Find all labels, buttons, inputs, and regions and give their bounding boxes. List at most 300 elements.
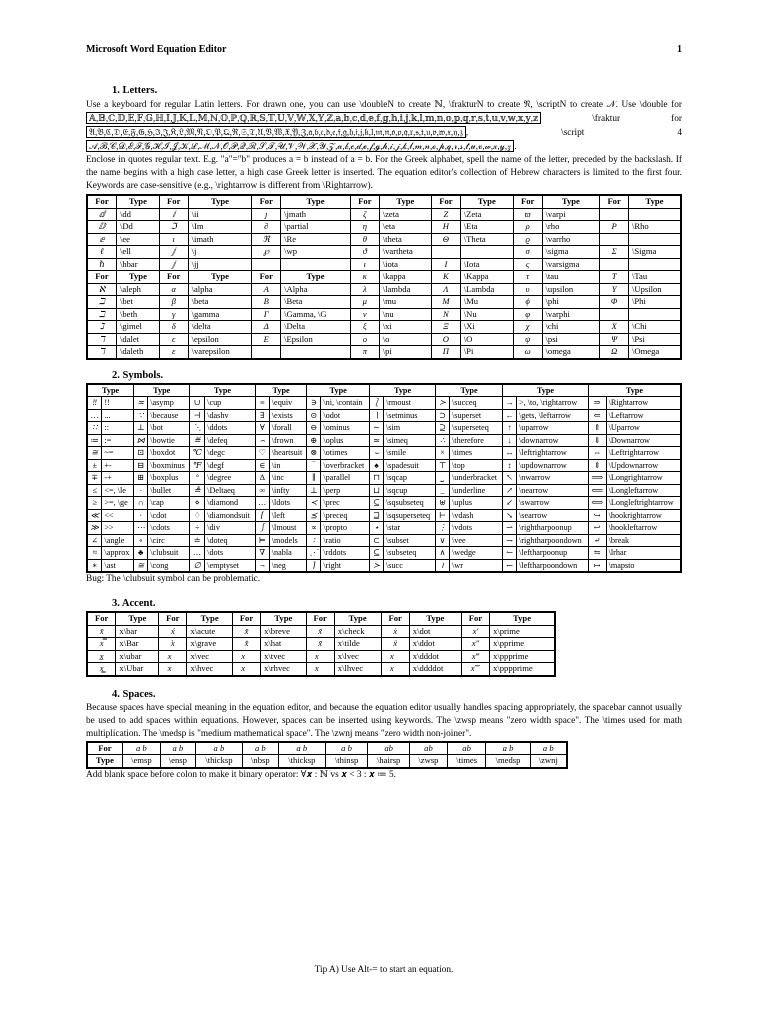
letters-keyword-cell: \O <box>460 333 513 346</box>
symbols-row <box>87 522 681 535</box>
symbols-keyword-cell: \spadesuit <box>384 459 436 472</box>
symbols-keyword-cell: ~= <box>102 447 134 460</box>
symbols-keyword-cell: \cdots <box>148 522 190 535</box>
accent-keyword-cell: x\check <box>334 625 381 638</box>
letters-symbol-cell <box>600 233 629 246</box>
letters-symbol-cell: ϖ <box>513 208 542 221</box>
symbols-symbol-cell: ⇒ <box>588 397 606 410</box>
symbols-symbol-cell: ⊂ <box>370 534 384 547</box>
symbols-keyword-cell: \sqcap <box>384 472 436 485</box>
symbols-header-cell: Type <box>134 384 190 397</box>
symbols-symbol-cell: → <box>503 397 517 410</box>
symbols-symbol-cell: ∃ <box>255 409 269 422</box>
letters-symbol-cell: X <box>600 321 629 334</box>
symbols-keyword-cell: :: <box>102 422 134 435</box>
symbols-keyword-cell: \setminus <box>384 409 436 422</box>
spaces-sample-cell: a b <box>195 742 242 755</box>
accent-symbol-cell: x′ <box>461 625 489 638</box>
symbols-keyword-cell: \otimes <box>321 447 370 460</box>
letters-row <box>87 308 681 321</box>
symbols-keyword-cell: \left <box>269 509 307 522</box>
letters-keyword-cell <box>629 233 682 246</box>
symbols-symbol-cell: ↼ <box>503 547 517 560</box>
letters-keyword-cell <box>281 346 351 359</box>
symbols-table-header <box>87 384 681 397</box>
letters-row <box>87 346 681 359</box>
symbols-keyword-cell: \boxplus <box>148 472 190 485</box>
symbols-symbol-cell: ≍ <box>134 397 148 410</box>
symbols-keyword-cell: \emptyset <box>205 559 256 572</box>
letters-symbol-cell: ⅉ <box>159 246 188 259</box>
letters-keyword-cell: \bet <box>116 296 159 309</box>
symbols-symbol-cell: ⊖ <box>307 422 321 435</box>
accent-symbol-cell: x⁗ <box>461 663 489 676</box>
letters-keyword-cell: \iota <box>379 258 431 271</box>
accent-symbol-cell: x⃐ <box>306 650 334 663</box>
symbols-keyword-cell: \vdash <box>450 509 503 522</box>
letters-keyword-cell: Type <box>188 271 252 284</box>
symbols-symbol-cell: ↑ <box>503 422 517 435</box>
accent-keyword-cell: x\dddot <box>409 650 461 663</box>
symbols-keyword-cell: \succeq <box>450 397 503 410</box>
letters-keyword-cell: \daleth <box>116 346 159 359</box>
section-heading-spaces: 4. Spaces. <box>112 688 156 700</box>
spaces-keyword-cell: \zwsp <box>410 755 447 768</box>
accent-row <box>87 650 555 663</box>
symbols-keyword-cell: ... <box>102 409 134 422</box>
symbols-keyword-cell: \Updownarrow <box>606 459 681 472</box>
letters-symbol-cell: ℓ <box>87 246 116 259</box>
letters-header-cell: Type <box>629 195 682 208</box>
symbols-symbol-cell: ∅ <box>190 559 205 572</box>
symbols-symbol-cell: ⊢ <box>436 509 450 522</box>
symbols-keyword-cell: \break <box>606 534 681 547</box>
letters-header-cell: For <box>252 195 281 208</box>
letters-symbol-cell: ⅇ <box>87 233 116 246</box>
symbols-keyword-cell: \Rightarrow <box>606 397 681 410</box>
symbols-keyword-cell: \diamond <box>205 497 256 510</box>
letters-keyword-cell: \Theta <box>460 233 513 246</box>
symbols-symbol-cell: ⇁ <box>503 534 517 547</box>
letters-keyword-cell: \lambda <box>379 283 431 296</box>
symbols-symbol-cell: ♢ <box>190 509 205 522</box>
symbols-symbol-cell: ℉ <box>190 459 205 472</box>
letters-symbol-cell: ο <box>350 333 379 346</box>
symbols-header-cell: Type <box>190 384 256 397</box>
letters-symbol-cell: B <box>252 296 281 309</box>
symbols-keyword-cell: << <box>102 509 134 522</box>
symbols-keyword-cell: \leftharpoondown <box>517 559 589 572</box>
symbols-keyword-cell: \perp <box>321 484 370 497</box>
symbols-keyword-cell: \cup <box>205 397 256 410</box>
letters-keyword-cell <box>629 258 682 271</box>
symbols-symbol-cell: ≐ <box>190 534 205 547</box>
symbols-symbol-cell: ∥ <box>307 472 321 485</box>
accent-symbol-cell: x⃛ <box>381 650 409 663</box>
letters-symbol-cell <box>432 246 461 259</box>
symbols-keyword-cell: \degree <box>205 472 256 485</box>
symbols-keyword-cell: -+ <box>102 472 134 485</box>
letters-table-header <box>87 195 681 208</box>
symbols-symbol-cell: ⇋ <box>588 547 606 560</box>
letters-keyword-cell: \Nu <box>460 308 513 321</box>
symbols-keyword-cell: \nwarrow <box>517 472 589 485</box>
symbols-keyword-cell: \infty <box>269 484 307 497</box>
symbols-symbol-cell: ⊔ <box>370 484 384 497</box>
symbols-symbol-cell: ∧ <box>436 547 450 560</box>
letters-keyword-cell: \beta <box>188 296 252 309</box>
symbols-symbol-cell: ≻ <box>370 559 384 572</box>
symbols-row <box>87 509 681 522</box>
symbols-keyword-cell: \prec <box>321 497 370 510</box>
letters-symbol-cell <box>252 258 281 271</box>
section-heading-letters: 1. Letters. <box>112 85 158 96</box>
spaces-sample-cell: a b <box>486 742 530 755</box>
letters-keyword-cell: \Pi <box>460 346 513 359</box>
symbols-symbol-cell: ⎰ <box>255 522 269 535</box>
letters-symbol-cell: Z <box>432 208 461 221</box>
letters-keyword-cell: \Chi <box>629 321 682 334</box>
symbols-keyword-cell: \dashv <box>205 409 256 422</box>
letters-keyword-cell: \j <box>188 246 252 259</box>
double-letters-box: 𝔸,𝔹,ℂ,𝔻,𝔼,𝔽,𝔾,ℍ,𝕀,𝕁,𝕂,𝕃,𝕄,ℕ,𝕆,ℙ,ℚ,ℝ,𝕊,𝕋,𝕌,𝕍,𝕎,𝕏,𝕐,ℤ,𝕒,𝕓,𝕔,𝕕,𝕖,𝕗,𝕘,𝕙,𝕚,𝕛,𝕜,𝕝,𝕞,𝕟,𝕠,𝕡,𝕢,𝕣,𝕤,𝕥,𝕦,𝕧,𝕨,𝕩,𝕪,𝕫 <box>86 112 541 124</box>
symbols-header-cell: Type <box>436 384 503 397</box>
letters-keyword-cell: \eta <box>379 221 431 234</box>
letters-keyword-cell: \Phi <box>629 296 682 309</box>
letters-symbol-cell: ξ <box>350 321 379 334</box>
letters-row <box>87 296 681 309</box>
letters-symbol-cell <box>600 308 629 321</box>
symbols-symbol-cell: ∵ <box>134 409 148 422</box>
accent-header-cell: For <box>306 612 334 625</box>
symbols-symbol-cell: ♣ <box>134 547 148 560</box>
letters-symbol-cell: ζ <box>350 208 379 221</box>
accent-symbol-cell: x⃡ <box>159 663 187 676</box>
symbols-row <box>87 484 681 497</box>
letters-symbol-cell: ℸ <box>87 346 116 359</box>
accent-symbol-cell: x⃗ <box>159 650 187 663</box>
letters-keyword-cell: \Eta <box>460 221 513 234</box>
accent-keyword-cell: x\prime <box>490 625 555 638</box>
symbols-symbol-cell: ⊎ <box>436 497 450 510</box>
accent-keyword-cell: x\lhvec <box>334 663 381 676</box>
symbols-symbol-cell: ∗ <box>87 559 102 572</box>
letters-keyword-cell: \Im <box>188 221 252 234</box>
accent-header-cell: Type <box>261 612 306 625</box>
symbols-symbol-cell: ⊥ <box>307 484 321 497</box>
accent-symbol-cell: x̌ <box>306 625 334 638</box>
symbols-row <box>87 472 681 485</box>
symbols-symbol-cell: ⊨ <box>255 534 269 547</box>
letters-symbol-cell: Υ <box>600 283 629 296</box>
symbols-symbol-cell: ⇀ <box>503 522 517 535</box>
letters-keyword-cell: \dalet <box>116 333 159 346</box>
accent-header-cell: For <box>381 612 409 625</box>
letters-symbol-cell: σ <box>513 246 542 259</box>
letters-keyword-cell: \imath <box>188 233 252 246</box>
symbols-keyword-cell: \ratio <box>321 534 370 547</box>
accent-symbol-cell: ẋ <box>381 625 409 638</box>
letters-keyword-cell: \Tau <box>629 271 682 284</box>
symbols-symbol-cell: ↘ <box>503 509 517 522</box>
spaces-type-label: Type <box>87 755 122 768</box>
letters-symbol-cell: ρ <box>513 221 542 234</box>
accent-keyword-cell: x\vec <box>187 650 232 663</box>
accent-symbol-cell: x̃ <box>306 638 334 651</box>
symbols-keyword-cell: \asymp <box>148 397 190 410</box>
letters-keyword-cell: \hbar <box>116 258 159 271</box>
symbols-symbol-cell: ≫ <box>87 522 102 535</box>
letters-keyword-cell: \partial <box>281 221 351 234</box>
symbols-symbol-cell: ± <box>87 459 102 472</box>
accent-row <box>87 625 555 638</box>
symbols-symbol-cell: ≡ <box>255 397 269 410</box>
symbols-symbol-cell: ∘ <box>134 534 148 547</box>
symbols-symbol-cell: ⊣ <box>190 409 205 422</box>
accent-keyword-cell: x\Ubar <box>116 663 159 676</box>
accent-keyword-cell: x\hvec <box>187 663 232 676</box>
letters-header-cell: Type <box>116 195 159 208</box>
symbols-symbol-cell: ‾ <box>307 459 321 472</box>
accent-keyword-cell: x\breve <box>261 625 306 638</box>
symbols-keyword-cell: \searrow <box>517 509 589 522</box>
symbols-symbol-cell: ≤ <box>87 484 102 497</box>
symbols-symbol-cell: ℃ <box>190 447 205 460</box>
accent-row <box>87 663 555 676</box>
symbols-keyword-cell: \circ <box>148 534 190 547</box>
letters-symbol-cell: For <box>87 271 116 284</box>
letters-notes: Enclose in quotes regular text. E.g. "a"="b" produces a = b instead of a = b. For the Greek alphabet, spell the name of the letter, preceded by the backslash. If the name begins with a high case letter, a high case Greek letter is inserted. The equation editor's collection of Hebrew characters is limited to the first four. Keywords are case-sensitive (e.g., \rightarrow is different from \Rightarrow). <box>86 155 682 191</box>
letters-symbol-cell: ϕ <box>513 296 542 309</box>
symbols-symbol-cell: ⊃ <box>436 409 450 422</box>
letters-header-cell: For <box>159 195 188 208</box>
symbols-keyword-cell: \Leftrightarrow <box>606 447 681 460</box>
accent-keyword-cell: x\tvec <box>261 650 306 663</box>
symbols-keyword-cell: \ldots <box>269 497 307 510</box>
symbols-keyword-cell: \mapsto <box>606 559 681 572</box>
symbols-keyword-cell: \frown <box>269 434 307 447</box>
letters-symbol-cell: φ <box>513 308 542 321</box>
accent-header-cell: For <box>159 612 187 625</box>
symbols-header-cell: Type <box>307 384 370 397</box>
symbols-symbol-cell: ⇕ <box>588 459 606 472</box>
letters-keyword-cell: \varepsilon <box>188 346 252 359</box>
letters-symbol-cell: α <box>159 283 188 296</box>
letters-keyword-cell: \gamma <box>188 308 252 321</box>
symbols-keyword-cell: \sqsuperseteq <box>384 509 436 522</box>
letters-keyword-cell: \ell <box>116 246 159 259</box>
accent-row <box>87 638 555 651</box>
symbols-keyword-cell: \exists <box>269 409 307 422</box>
letters-symbol-cell: ⅅ <box>87 221 116 234</box>
letters-symbol-cell: Π <box>432 346 461 359</box>
letters-symbol-cell: Φ <box>600 296 629 309</box>
letters-keyword-cell: \jj <box>188 258 252 271</box>
symbols-symbol-cell: ⋰ <box>307 547 321 560</box>
symbols-symbol-cell: ∖ <box>370 409 384 422</box>
letters-keyword-cell: \beth <box>116 308 159 321</box>
symbols-keyword-cell: >=, \ge <box>102 497 134 510</box>
symbols-keyword-cell: \rddots <box>321 547 370 560</box>
symbols-symbol-cell: ≻ <box>436 397 450 410</box>
symbols-symbol-cell: ∆ <box>255 472 269 485</box>
spaces-keyword-cell: \thicksp <box>195 755 242 768</box>
symbols-symbol-cell: ≀ <box>436 559 450 572</box>
symbols-symbol-cell: ⊟ <box>134 459 148 472</box>
symbols-symbol-cell: ↖ <box>503 472 517 485</box>
symbols-symbol-cell: ≪ <box>87 509 102 522</box>
symbols-keyword-cell: !! <box>102 397 134 410</box>
symbols-keyword-cell: \sqcup <box>384 484 436 497</box>
letters-symbol-cell: ⅉ <box>159 258 188 271</box>
symbols-symbol-cell: ⊞ <box>134 472 148 485</box>
symbols-symbol-cell: ⊤ <box>436 459 450 472</box>
letters-keyword-cell: \Upsilon <box>629 283 682 296</box>
accent-keyword-cell: x\bar <box>116 625 159 638</box>
symbols-keyword-cell: \uparrow <box>517 422 589 435</box>
symbols-keyword-cell: \times <box>450 447 503 460</box>
letters-keyword-cell: \ee <box>116 233 159 246</box>
document-page <box>86 44 682 782</box>
symbols-keyword-cell: \Uparrow <box>606 422 681 435</box>
symbols-keyword-cell: \top <box>450 459 503 472</box>
accent-keyword-cell: x\rhvec <box>261 663 306 676</box>
accent-header-cell: Type <box>334 612 381 625</box>
letters-header-cell: For <box>600 195 629 208</box>
accent-header-cell: For <box>461 612 489 625</box>
letters-header-cell: For <box>350 195 379 208</box>
letters-symbol-cell: ℸ <box>87 333 116 346</box>
symbols-symbol-cell: ⊆ <box>370 547 384 560</box>
spaces-keyword-cell: \ensp <box>160 755 195 768</box>
symbols-keyword-cell: \simeq <box>384 434 436 447</box>
letters-symbol-cell: ε <box>159 346 188 359</box>
symbols-keyword-cell: \degf <box>205 459 256 472</box>
spaces-sample-cell: a b <box>122 742 160 755</box>
symbols-keyword-cell: \inc <box>269 472 307 485</box>
accent-symbol-cell: x⃡ <box>232 663 260 676</box>
letters-symbol-cell: ϑ <box>350 246 379 259</box>
letters-keyword-cell: Type <box>116 271 159 284</box>
accent-keyword-cell: x\pprime <box>490 638 555 651</box>
letters-symbol-cell: ϱ <box>513 233 542 246</box>
letters-symbol-cell: θ <box>350 233 379 246</box>
symbols-keyword-cell: \bullet <box>148 484 190 497</box>
letters-symbol-cell: ∂ <box>252 221 281 234</box>
symbols-symbol-cell: ♡ <box>255 447 269 460</box>
symbols-keyword-cell: \approx <box>102 547 134 560</box>
symbols-symbol-cell: ≺ <box>307 497 321 510</box>
accent-keyword-cell: x\grave <box>187 638 232 651</box>
accent-header-cell: Type <box>116 612 159 625</box>
letters-keyword-cell: \psi <box>542 333 600 346</box>
spaces-keyword-cell: \medsp <box>486 755 530 768</box>
symbols-symbol-cell: ≜ <box>190 484 205 497</box>
letters-symbol-cell: ℷ <box>87 321 116 334</box>
symbols-keyword-cell: \cdot <box>148 509 190 522</box>
symbols-symbol-cell: ⋯ <box>134 522 148 535</box>
symbols-keyword-cell: \leftharpoonup <box>517 547 589 560</box>
symbols-symbol-cell: ↦ <box>588 559 606 572</box>
symbols-keyword-cell: \Deltaeq <box>205 484 256 497</box>
accent-header-cell: For <box>87 612 116 625</box>
symbols-symbol-cell: ≅ <box>87 447 102 460</box>
symbols-symbol-cell: … <box>255 497 269 510</box>
accent-header-cell: Type <box>409 612 461 625</box>
accent-keyword-cell: x\ppprime <box>490 650 555 663</box>
symbols-keyword-cell: \ddots <box>205 422 256 435</box>
symbols-symbol-cell: ⋆ <box>370 522 384 535</box>
letters-keyword-cell: \sigma <box>542 246 600 259</box>
symbols-symbol-cell: ⎵ <box>436 472 450 485</box>
symbols-symbol-cell: ⊙ <box>307 409 321 422</box>
letters-symbol-cell: ℘ <box>252 246 281 259</box>
symbols-keyword-cell: \smile <box>384 447 436 460</box>
symbols-symbol-cell: ↪ <box>588 509 606 522</box>
spaces-sample-cell: a b <box>326 742 368 755</box>
accent-symbol-cell: ẍ <box>381 638 409 651</box>
accent-symbol-cell: x″ <box>461 638 489 651</box>
spaces-sample-cell: ab <box>410 742 447 755</box>
accent-symbol-cell: x̿ <box>87 638 116 651</box>
symbols-keyword-cell: \Leftarrow <box>606 409 681 422</box>
letters-symbol-cell: ϵ <box>159 333 188 346</box>
letters-header-cell: Type <box>542 195 600 208</box>
letters-keyword-cell: \Psi <box>629 333 682 346</box>
symbols-symbol-cell: ⋄ <box>190 497 205 510</box>
letters-keyword-cell: \gimel <box>116 321 159 334</box>
letters-keyword-cell: \Kappa <box>460 271 513 284</box>
symbols-keyword-cell: \rmoust <box>384 397 436 410</box>
symbols-symbol-cell: ∙ <box>134 484 148 497</box>
accent-keyword-cell: x\ubar <box>116 650 159 663</box>
symbols-keyword-cell: \gets, \leftarrow <box>517 409 589 422</box>
letters-symbol-cell: ℶ <box>87 308 116 321</box>
symbols-keyword-cell: \wedge <box>450 547 503 560</box>
letters-keyword-cell: \alpha <box>188 283 252 296</box>
letters-symbol-cell: ℑ <box>159 221 188 234</box>
symbols-symbol-cell: ⊇ <box>436 422 450 435</box>
symbols-header-cell: Type <box>255 384 307 397</box>
letters-keyword-cell: \Dd <box>116 221 159 234</box>
symbols-symbol-cell: ⇓ <box>588 434 606 447</box>
letters-symbol-cell: ν <box>350 308 379 321</box>
spaces-keyword-cell: \nbsp <box>243 755 278 768</box>
footer-tip: Tip A) Use Alt-= to start an equation. <box>314 965 454 975</box>
fraktur-lead: \fraktur for <box>592 114 683 124</box>
letters-symbol-cell: λ <box>350 283 379 296</box>
letters-keyword-cell: \varpi <box>542 208 600 221</box>
letters-header-cell: Type <box>460 195 513 208</box>
letters-symbol-cell <box>600 258 629 271</box>
symbols-keyword-cell: >, \to, \rightarrow <box>517 397 589 410</box>
letters-symbol-cell: ω <box>513 346 542 359</box>
accent-symbol-cell: x⃖ <box>232 650 260 663</box>
symbols-row <box>87 559 681 572</box>
symbols-keyword-cell: \overbracket <box>321 459 370 472</box>
spaces-keyword-cell: \zwnj <box>530 755 567 768</box>
symbols-header-cell: Type <box>370 384 436 397</box>
accent-symbol-cell: x̳ <box>87 663 116 676</box>
symbols-keyword-cell: \wr <box>450 559 503 572</box>
symbols-keyword-cell: \nabla <box>269 547 307 560</box>
letters-header-cell: For <box>513 195 542 208</box>
symbols-keyword-cell: \hookleftarrow <box>606 522 681 535</box>
letters-keyword-cell: \nu <box>379 308 431 321</box>
accent-keyword-cell: x\Bar <box>116 638 159 651</box>
accent-symbol-cell: x̆ <box>232 625 260 638</box>
symbols-symbol-cell: ⪯ <box>307 509 321 522</box>
